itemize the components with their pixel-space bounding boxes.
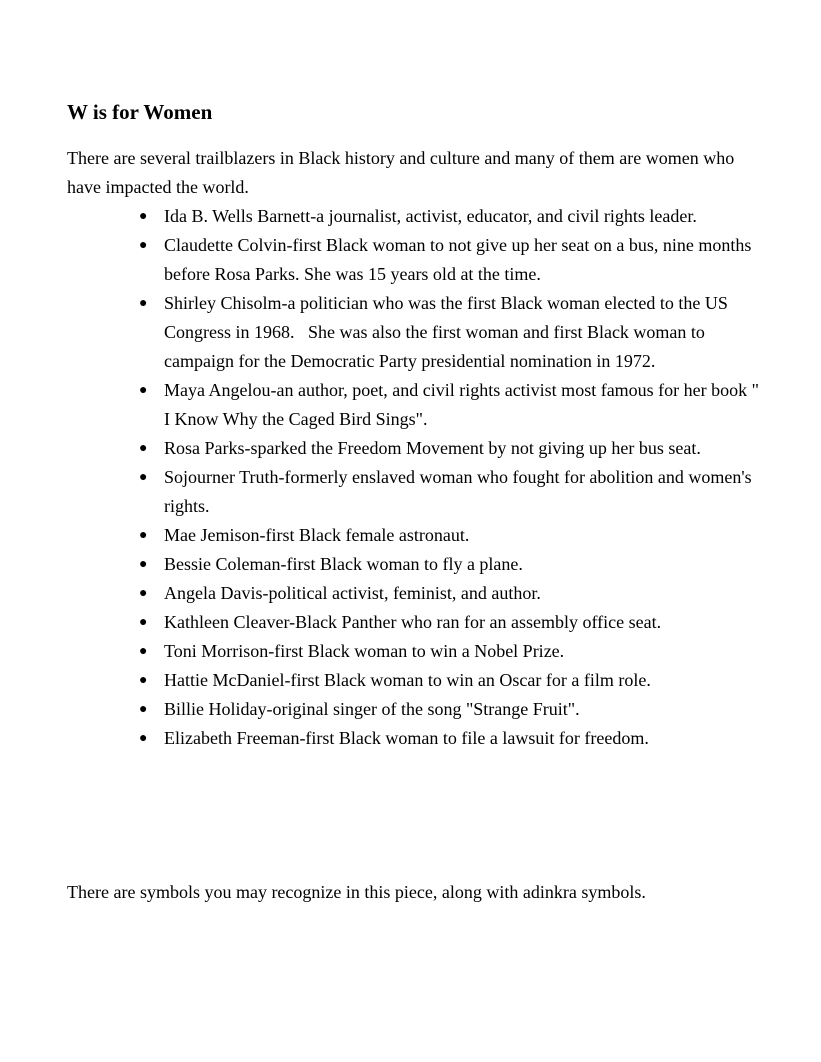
list-item — [139, 289, 764, 376]
list-item — [139, 666, 764, 695]
list-item-text: Claudette Colvin-first Black woman to not give up her seat on a bus, nine months before Rosa Parks. She was 15 years old at the time. — [164, 235, 752, 284]
intro-paragraph: There are several trailblazers in Black history and culture and many of them are women who have impacted the world. — [67, 148, 735, 197]
bullet-icon: ● — [139, 644, 148, 659]
bullet-icon: ● — [139, 615, 148, 630]
list-item-text: Mae Jemison-first Black female astronaut. — [164, 525, 470, 545]
bullet-icon: ● — [139, 557, 148, 572]
list-item-text: Elizabeth Freeman-first Black woman to file a lawsuit for freedom. — [164, 728, 649, 748]
list-item-text: Shirley Chisolm-a politician who was the first Black woman elected to the US Congress in 1968. She was also the first woman and first Black woman to campaign for the Democratic Party presidential nomination in 1972. — [164, 293, 733, 371]
list-item — [139, 434, 764, 463]
list-item-text: Hattie McDaniel-first Black woman to win an Oscar for a film role. — [164, 670, 651, 690]
list-item — [139, 376, 764, 434]
list-item — [139, 231, 764, 289]
bullet-icon: ● — [139, 673, 148, 688]
list-item-text: Billie Holiday-original singer of the song "Strange Fruit". — [164, 699, 580, 719]
bullet-icon: ● — [139, 470, 148, 485]
bullet-icon: ● — [139, 296, 148, 311]
bullet-icon: ● — [139, 586, 148, 601]
list-item-text: Angela Davis-political activist, feminist, and author. — [164, 583, 541, 603]
list-item — [139, 724, 764, 753]
list-item — [139, 550, 764, 579]
bullet-icon: ● — [139, 441, 148, 456]
list-item-text: Sojourner Truth-formerly enslaved woman who fought for abolition and women's rights. — [164, 467, 752, 516]
list-item-text: Toni Morrison-first Black woman to win a Nobel Prize. — [164, 641, 565, 661]
list-item — [139, 463, 764, 521]
bullet-icon: ● — [139, 383, 148, 398]
bullet-icon: ● — [139, 528, 148, 543]
list-item-text: Maya Angelou-an author, poet, and civil rights activist most famous for her book " I Know Why the Caged Bird Sings". — [164, 380, 760, 429]
section-heading: W is for Women — [67, 100, 213, 124]
list-item — [139, 579, 764, 608]
bullet-icon: ● — [139, 209, 148, 224]
closing-paragraph: There are symbols you may recognize in this piece, along with adinkra symbols. — [67, 882, 646, 902]
list-item-text: Ida B. Wells Barnett-a journalist, activist, educator, and civil rights leader. — [164, 206, 697, 226]
list-item-text: Kathleen Cleaver-Black Panther who ran for an assembly office seat. — [164, 612, 662, 632]
list-item-text: Rosa Parks-sparked the Freedom Movement by not giving up her bus seat. — [164, 438, 701, 458]
bullet-icon: ● — [139, 702, 148, 717]
list-item — [139, 637, 764, 666]
list-item — [139, 695, 764, 724]
list-item — [139, 521, 764, 550]
bullet-icon: ● — [139, 731, 148, 746]
trailblazer-list — [139, 202, 764, 753]
bullet-icon: ● — [139, 238, 148, 253]
list-item — [139, 608, 764, 637]
list-item — [139, 202, 764, 231]
list-item-text: Bessie Coleman-first Black woman to fly a plane. — [164, 554, 523, 574]
